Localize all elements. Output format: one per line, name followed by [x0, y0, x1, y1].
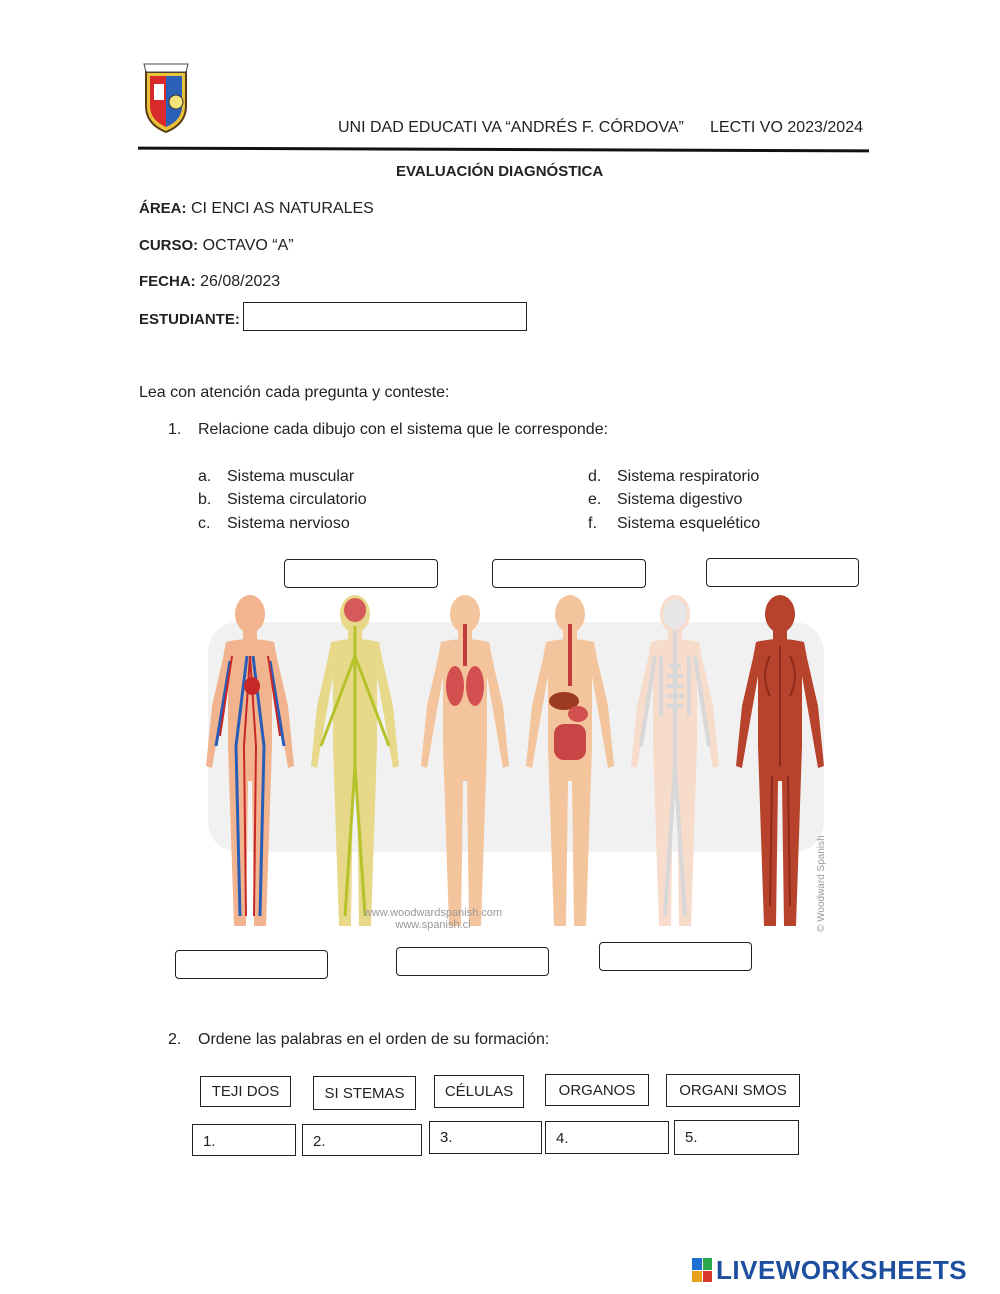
option-letter: e. [588, 491, 602, 508]
order-slot[interactable]: 1. [192, 1124, 296, 1156]
q2-text: Ordene las palabras en el orden de su formación: [198, 1031, 550, 1048]
option-letter: a. [198, 468, 212, 485]
body-systems-illustration [200, 592, 840, 937]
answer-box[interactable] [175, 950, 328, 979]
order-slot[interactable]: 4. [545, 1121, 669, 1154]
student-name-input[interactable] [243, 302, 527, 331]
word-card[interactable]: ORGANOS [545, 1074, 649, 1106]
answer-box[interactable] [284, 559, 438, 588]
word-card[interactable]: CÉLULAS [434, 1075, 524, 1108]
estudiante-label: ESTUDIANTE: [139, 311, 240, 328]
area-row: ÁREA: CI ENCI AS NATURALES [139, 200, 374, 217]
liveworksheets-logo [692, 1256, 967, 1284]
option-label: Sistema muscular [227, 468, 355, 485]
option-label: Sistema nervioso [227, 515, 350, 532]
q1-text: Relacione cada dibujo con el sistema que le corresponde: [198, 421, 609, 438]
watermark-url: www.woodwardspanish.com [363, 907, 503, 919]
option-letter: f. [588, 515, 597, 532]
q2-number: 2. [168, 1031, 182, 1048]
watermark-brand: © Woodward Spanish [816, 835, 827, 932]
school-name: UNI DAD EDUCATI VA “ANDRÉS F. CÓRDOVA” [338, 119, 684, 136]
word-card[interactable]: ORGANI SMOS [666, 1074, 800, 1107]
watermark-url: www.spanish.cl [395, 919, 471, 931]
option-letter: d. [588, 468, 602, 485]
fecha-row: FECHA: 26/08/2023 [139, 273, 281, 290]
option-letter: c. [198, 515, 211, 532]
option-label: Sistema esquelético [617, 515, 761, 532]
lws-badge-icon [692, 1258, 712, 1282]
order-slot[interactable]: 5. [674, 1120, 799, 1155]
answer-box[interactable] [706, 558, 859, 587]
q1-number: 1. [168, 421, 182, 438]
order-slot[interactable]: 2. [302, 1124, 422, 1156]
school-year: LECTI VO 2023/2024 [710, 119, 863, 136]
answer-box[interactable] [492, 559, 646, 588]
option-label: Sistema circulatorio [227, 491, 367, 508]
option-label: Sistema respiratorio [617, 468, 760, 485]
page-title: EVALUACIÓN DIAGNÓSTICA [396, 163, 604, 180]
option-letter: b. [198, 491, 212, 508]
brand-name: LIVEWORKSHEETS [716, 1254, 968, 1285]
word-card[interactable]: SI STEMAS [313, 1076, 416, 1110]
instructions: Lea con atención cada pregunta y conteste: [139, 384, 450, 401]
option-label: Sistema digestivo [617, 491, 743, 508]
order-slot[interactable]: 3. [429, 1121, 542, 1154]
word-card[interactable]: TEJI DOS [200, 1076, 291, 1107]
header-rule [138, 147, 869, 153]
answer-box[interactable] [599, 942, 752, 971]
school-logo [140, 62, 192, 134]
answer-box[interactable] [396, 947, 549, 976]
curso-row: CURSO: OCTAVO “A” [139, 237, 294, 254]
